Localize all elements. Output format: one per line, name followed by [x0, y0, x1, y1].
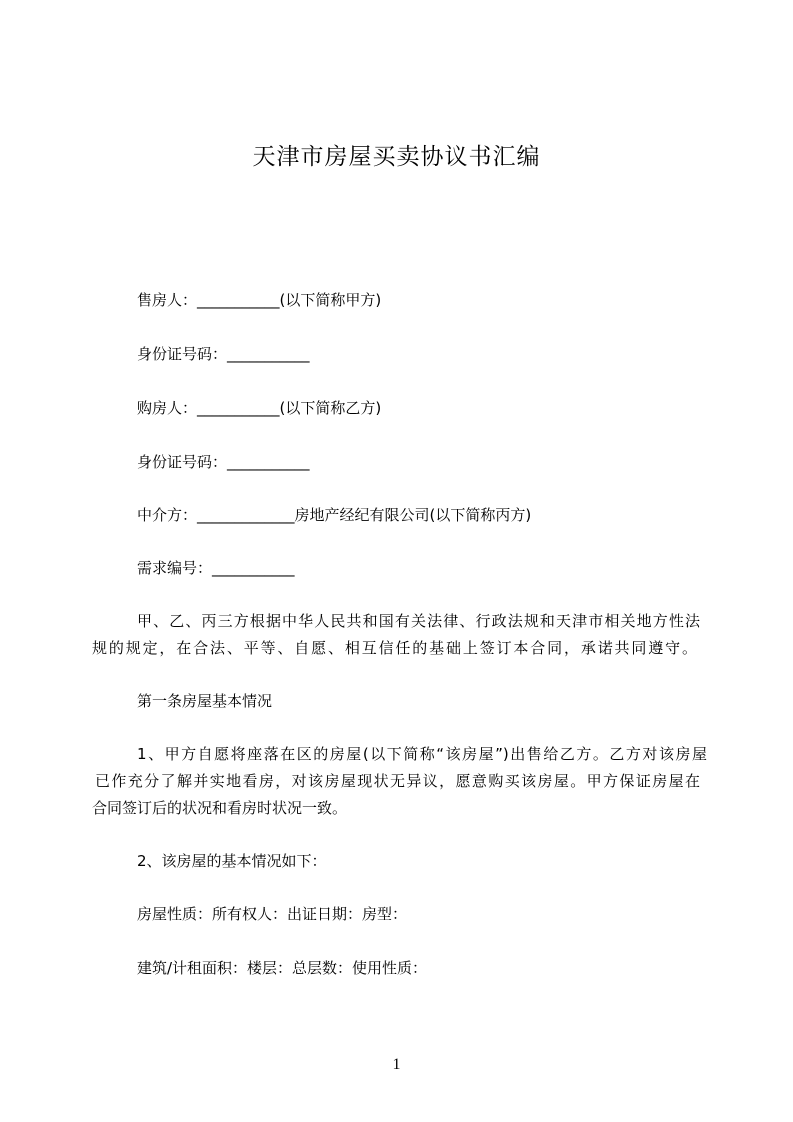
agent-label: 中介方： [137, 506, 198, 524]
buyer-blank: ___________ [197, 399, 280, 417]
request-number-blank: ___________ [212, 559, 295, 577]
buyer-field [137, 398, 381, 418]
clause1-line: 1、甲方自愿将座落在区的房屋(以下简称“该房屋”)出售给乙方。乙方对该房屋 [137, 745, 707, 763]
buyer-id-field [137, 452, 310, 472]
agent-note: 房地产经纪有限公司(以下简称丙方) [294, 506, 532, 524]
seller-id-blank: ___________ [227, 345, 310, 363]
seller-blank: ___________ [197, 291, 280, 309]
agent-blank: _____________ [197, 506, 295, 524]
preamble-line: 甲、乙、丙三方根据中华人民共和国有关法律、行政法规和天津市相关地方性法 [137, 612, 700, 630]
buyer-label: 购房人： [137, 399, 198, 417]
request-number-label: 需求编号： [137, 559, 213, 577]
seller-note: (以下简称甲方) [279, 291, 382, 309]
agent-field [137, 505, 531, 525]
seller-id-label: 身份证号码： [137, 345, 228, 363]
clause1-line: 合同签订后的状况和看房时状况一致。 [92, 799, 348, 817]
article-heading: 第一条房屋基本情况 [137, 692, 273, 710]
preamble-line: 规的规定，在合法、平等、自愿、相互信任的基础上签订本合同，承诺共同遵守。 [92, 639, 697, 657]
clause2-text: 2、该房屋的基本情况如下： [137, 852, 327, 870]
property-attributes-row: 房屋性质：所有权人：出证日期：房型： [137, 905, 408, 923]
page-number: 1 [392, 1056, 401, 1073]
seller-id-field [137, 344, 310, 364]
buyer-note: (以下简称乙方) [279, 399, 382, 417]
seller-label: 售房人： [137, 291, 198, 309]
request-number-field [137, 558, 295, 578]
buyer-id-blank: ___________ [227, 453, 310, 471]
buyer-id-label: 身份证号码： [137, 453, 228, 471]
clause1-line: 已作充分了解并实地看房，对该房屋现状无异议，愿意购买该房屋。甲方保证房屋在 [95, 772, 700, 790]
property-attributes-row: 建筑/计租面积：楼层：总层数：使用性质： [137, 959, 428, 977]
document-title: 天津市房屋买卖协议书汇编 [252, 144, 541, 170]
seller-field [137, 290, 381, 310]
